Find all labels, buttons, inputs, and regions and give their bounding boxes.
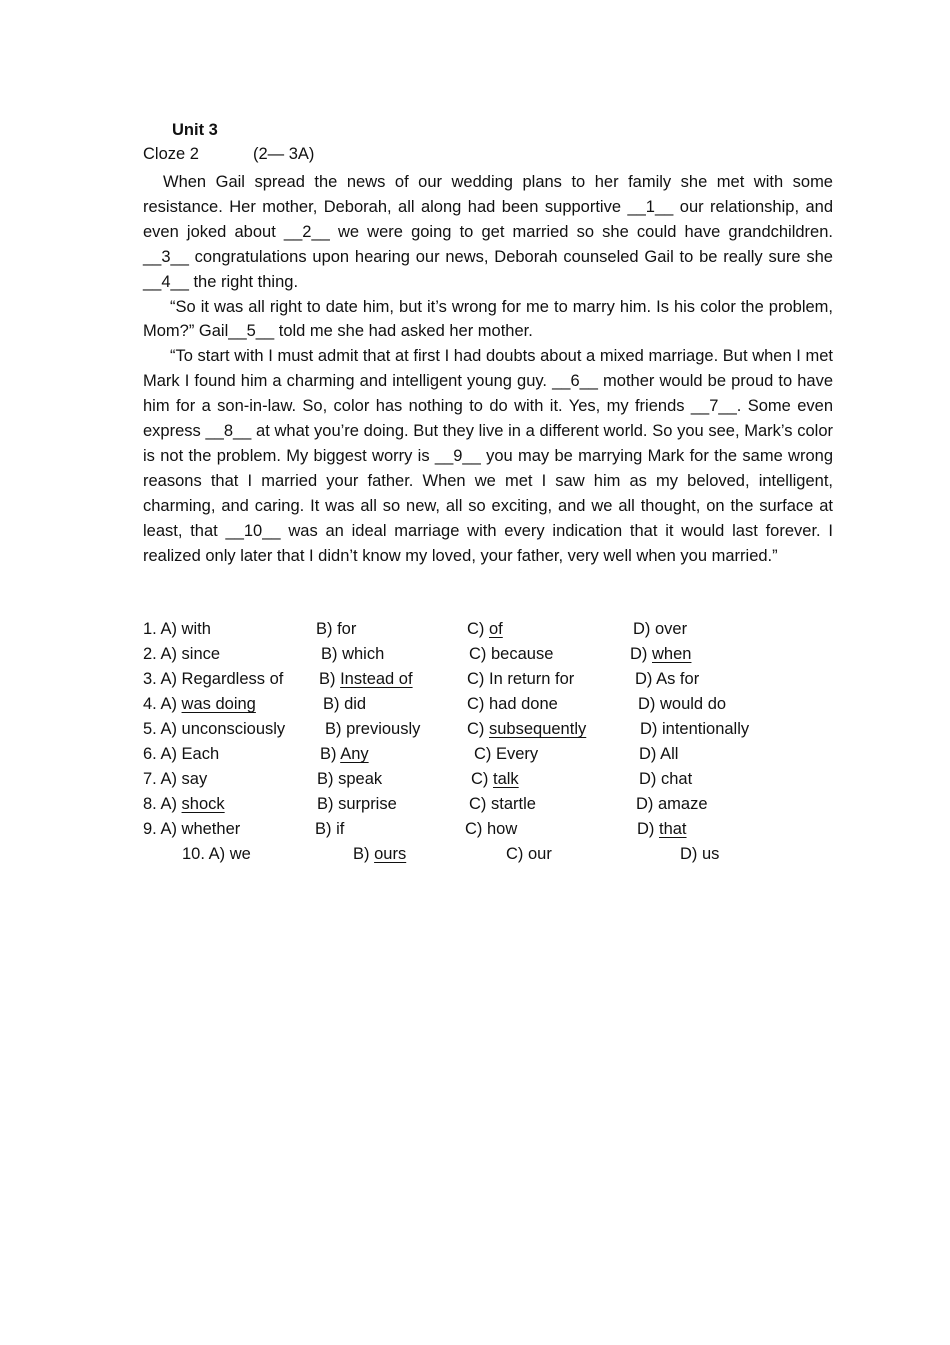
unit-title: Unit 3 <box>172 121 218 139</box>
option-d: D) All <box>639 745 679 763</box>
question-row <box>143 769 823 794</box>
correct-answer: Any <box>340 745 369 763</box>
option-a: 1. A) with <box>143 620 211 638</box>
option-c: C) how <box>465 820 518 838</box>
option-a: 7. A) say <box>143 770 208 788</box>
option-a: 5. A) unconsciously <box>143 720 286 738</box>
option-d: D) that <box>637 820 687 838</box>
correct-answer: ours <box>374 845 407 863</box>
option-d: D) would do <box>638 695 727 713</box>
answer-options <box>143 619 823 869</box>
option-c: C) talk <box>471 770 519 788</box>
cloze-code: (2— 3A) <box>252 145 315 163</box>
option-d: D) intentionally <box>640 720 750 738</box>
option-a: 4. A) was doing <box>143 695 256 713</box>
option-a: 6. A) Each <box>143 745 220 763</box>
paragraph-2: “So it was all right to date him, but it’s wrong for me to marry him. Is his color the problem, Mom?” Gail__5__ told me she had asked her mother. <box>143 297 833 341</box>
option-c: C) because <box>469 645 554 663</box>
correct-answer: when <box>652 645 692 663</box>
correct-answer: that <box>659 820 687 838</box>
option-b: B) previously <box>325 720 421 738</box>
question-row <box>143 719 823 744</box>
cloze-passage <box>143 170 833 569</box>
question-row <box>143 694 823 719</box>
correct-answer: of <box>489 620 503 638</box>
question-row <box>143 844 823 869</box>
question-row <box>143 644 823 669</box>
option-b: B) Instead of <box>319 670 413 688</box>
option-a: 10. A) we <box>182 845 251 863</box>
option-b: B) which <box>321 645 385 663</box>
option-b: B) ours <box>353 845 407 863</box>
option-d: D) amaze <box>636 795 708 813</box>
option-c: C) In return for <box>467 670 575 688</box>
option-d: D) us <box>680 845 720 863</box>
question-row <box>143 619 823 644</box>
option-b: B) did <box>323 695 367 713</box>
option-b: B) surprise <box>317 795 397 813</box>
cloze-label: Cloze 2 <box>143 145 199 163</box>
option-a: 3. A) Regardless of <box>143 670 284 688</box>
question-row <box>143 669 823 694</box>
option-c: C) of <box>467 620 503 638</box>
option-a: 2. A) since <box>143 645 221 663</box>
option-c: C) our <box>506 845 552 863</box>
correct-answer: shock <box>181 795 225 813</box>
option-b: B) Any <box>320 745 369 763</box>
question-row <box>143 744 823 769</box>
option-d: D) when <box>630 645 692 663</box>
option-c: C) had done <box>467 695 558 713</box>
question-row <box>143 819 823 844</box>
correct-answer: talk <box>493 770 519 788</box>
option-a: 9. A) whether <box>143 820 241 838</box>
option-c: C) startle <box>469 795 536 813</box>
question-row <box>143 794 823 819</box>
correct-answer: subsequently <box>489 720 587 738</box>
option-a: 8. A) shock <box>143 795 225 813</box>
option-c: C) subsequently <box>467 720 587 738</box>
cloze-heading <box>143 145 314 164</box>
option-c: C) Every <box>474 745 539 763</box>
option-d: D) As for <box>635 670 700 688</box>
option-b: B) if <box>315 820 345 838</box>
option-b: B) speak <box>317 770 383 788</box>
correct-answer: was doing <box>181 695 256 713</box>
paragraph-1: When Gail spread the news of our wedding plans to her family she met with some resistance. Her mother, Deborah, all along had been supportive __1__ our relationship, and even joked about __2__ we were going to get married so she could have grandchildren. __3__ congratulations upon hearing our news, Deborah counseled Gail to be really sure she __4__ the right thing. <box>143 173 833 291</box>
option-d: D) chat <box>639 770 693 788</box>
paragraph-3: “To start with I must admit that at first I had doubts about a mixed marriage. But when I met Mark I found him a charming and intelligent young guy. __6__ mother would be proud to have him for a son-in-law. So, color has nothing to do with it. Yes, my friends __7__. Some even express __8__ at what you’re doing. But they live in a different world. So you see, Mark’s color is not the problem. My biggest worry is __9__ you may be marrying Mark for the same wrong reasons that I married your father. When we met I saw him as my beloved, intelligent, charming, and caring. It was all so new, all so exciting, and we all thought, on the surface at least, that __10__ was an ideal marriage with every indication that it would last forever. I realized only later that I didn’t know my loved, your father, very well when you married.” <box>143 347 833 565</box>
option-d: D) over <box>633 620 688 638</box>
option-b: B) for <box>316 620 357 638</box>
correct-answer: Instead of <box>340 670 413 688</box>
